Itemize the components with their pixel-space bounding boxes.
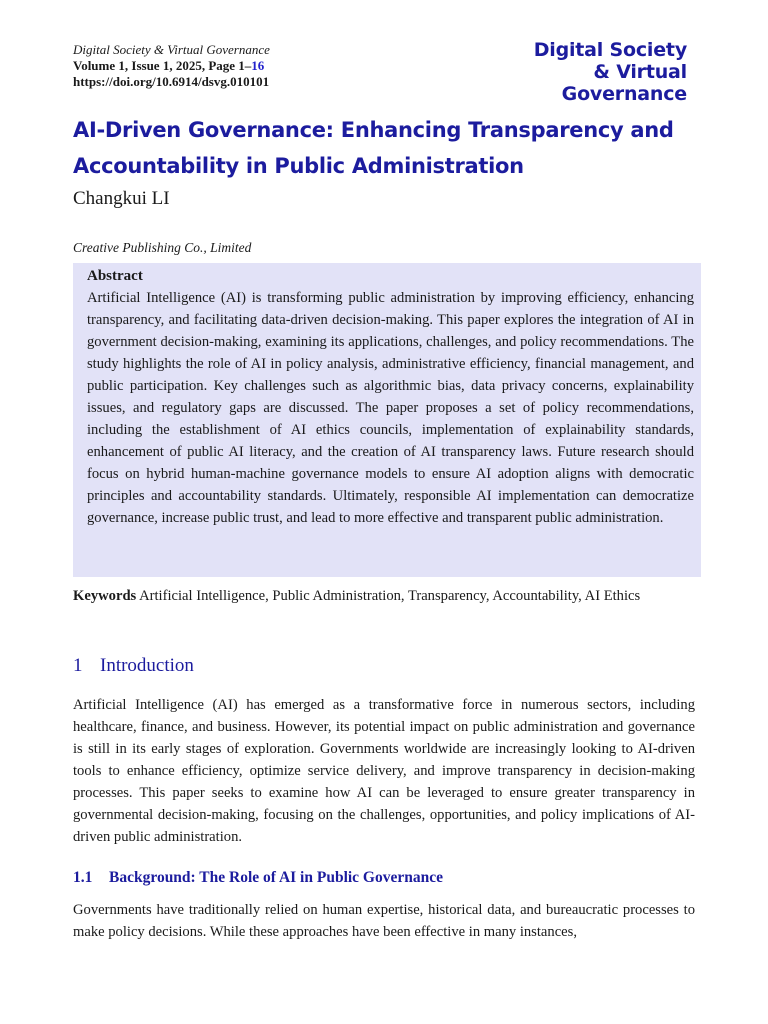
- subsection-heading-background: [73, 869, 443, 887]
- abstract-text: Artificial Intelligence (AI) is transforming public administration by improving efficiency, enhancing transparency, and facilitating data-driven decision-making. This paper explores the integration of AI in government decision-making, examining its applications, challenges, and policy recommendations. The study highlights the role of AI in policy analysis, administrative efficiency, financial management, and public participation. Key challenges such as algorithmic bias, data privacy concerns, explainability issues, and regulatory gaps are discussed. The paper proposes a set of policy recommendations, including the establishment of AI ethics councils, implementation of explainability standards, enhancement of public AI literacy, and the creation of AI transparency laws. Future research should focus on hybrid human-machine governance models to ensure AI adoption aligns with democratic principles and accountability standards. Ultimately, responsible AI implementation can democratize governance, increase public trust, and lead to more effective and transparent public administration.: [87, 290, 694, 526]
- last-page-link[interactable]: 16: [251, 58, 265, 73]
- logo-line-3: Governance: [561, 83, 687, 105]
- journal-logo: [534, 39, 687, 105]
- abstract-box: [73, 263, 701, 577]
- section-heading-introduction: [73, 655, 194, 677]
- author-name: Changkui LI: [73, 188, 170, 209]
- logo-line-1: Digital Society: [533, 39, 687, 61]
- abstract-heading: Abstract: [87, 268, 143, 284]
- masthead: [73, 39, 695, 105]
- keywords-label: Keywords: [73, 588, 137, 604]
- volume-issue-pages: Volume 1, Issue 1, 2025, Page 1–: [73, 58, 252, 73]
- introduction-paragraph: Artificial Intelligence (AI) has emerged as a transformative force in numerous sectors, including healthcare, finance, and business. However, its potential impact on public administration and governance is still in its early stages of exploration. Governments worldwide are increasingly looking to AI-driven tools to enhance efficiency, optimize service delivery, and improve transparency in decision-making processes. This paper seeks to examine how AI can be leveraged to ensure greater transparency in governmental decision-making, focusing on the challenges, opportunities, and policy implications of AI-driven public administration.: [73, 697, 695, 845]
- volume-line: [73, 58, 270, 74]
- subsection-number: 1.1: [73, 869, 93, 886]
- publisher-name: Creative Publishing Co., Limited: [73, 240, 252, 255]
- journal-meta: [73, 42, 270, 90]
- section-number: 1: [73, 655, 83, 676]
- doi-link[interactable]: https://doi.org/10.6914/dsvg.010101: [73, 74, 270, 89]
- section-title: Introduction: [100, 655, 194, 676]
- subsection-title: Background: The Role of AI in Public Governance: [109, 869, 443, 886]
- background-paragraph: Governments have traditionally relied on human expertise, historical data, and bureaucratic processes to make policy decisions. While these approaches have been effective in many instances,: [73, 902, 695, 940]
- keywords: [73, 588, 640, 605]
- keywords-list: Artificial Intelligence, Public Administration, Transparency, Accountability, AI Ethics: [139, 588, 641, 604]
- journal-name: Digital Society & Virtual Governance: [73, 42, 270, 57]
- article-title: AI-Driven Governance: Enhancing Transparency and Accountability in Public Administration: [73, 118, 674, 178]
- logo-line-2: & Virtual: [593, 61, 687, 83]
